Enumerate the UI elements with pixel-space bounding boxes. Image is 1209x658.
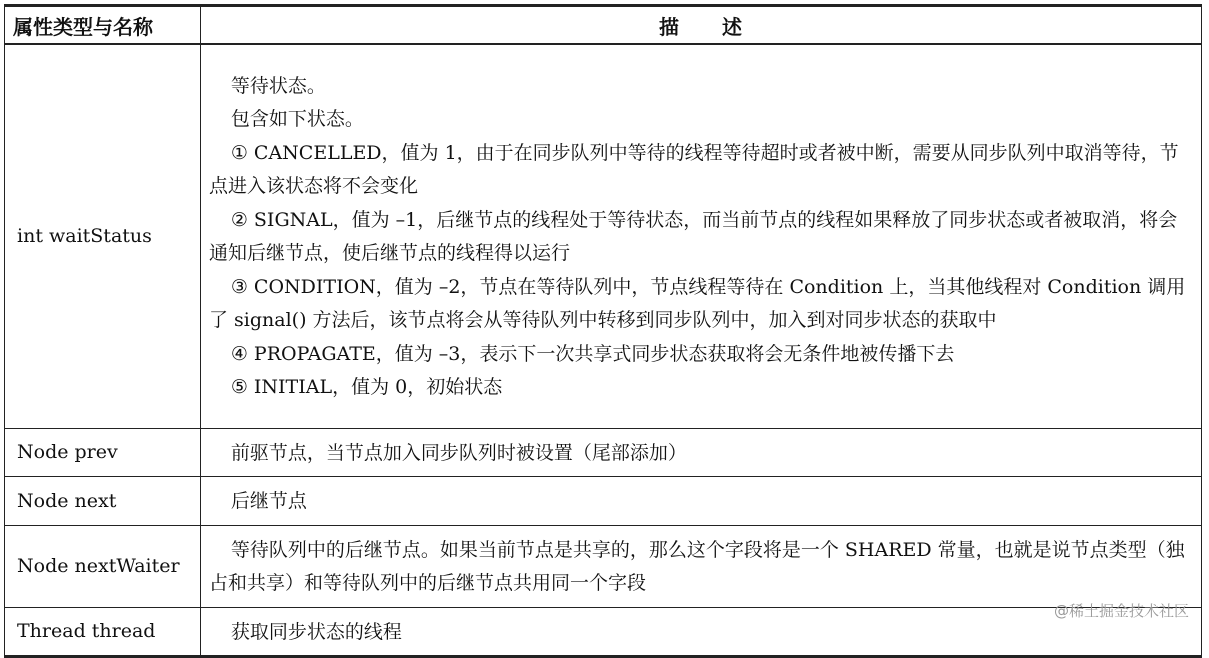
attribute-description	[201, 477, 1202, 526]
description-paragraph: ⑤ INITIAL，值为 0，初始状态	[230, 376, 503, 399]
description-paragraph: 后继节点	[230, 490, 307, 512]
attribute-description	[201, 525, 1202, 607]
description-paragraph: ④ PROPAGATE，值为 –3，表示下一次共享式同步状态获取将会无条件地被传播下去	[230, 342, 955, 365]
attribute-table	[4, 4, 1202, 658]
description-paragraph: ② SIGNAL，值为 –1，后继节点的线程处于等待状态，而当前节点的线程如果释放了同步状态或者被取消，将会通知后继节点，使后继节点的线程得以运行	[209, 208, 1178, 265]
table-row	[5, 525, 1202, 607]
description-paragraph: ① CANCELLED，值为 1，由于在同步队列中等待的线程等待超时或者被中断，需要从同步队列中取消等待，节点进入该状态将不会变化	[209, 141, 1179, 198]
table-row	[5, 44, 1202, 428]
description-paragraph: 等待状态。	[230, 74, 326, 97]
attribute-name: Node nextWaiter	[5, 525, 201, 607]
table-row	[5, 428, 1202, 477]
attribute-name: Node next	[5, 477, 201, 526]
description-paragraph: 获取同步状态的线程	[230, 620, 402, 643]
table-row	[5, 477, 1202, 526]
attribute-description	[201, 428, 1202, 477]
watermark: @稀土掘金技术社区	[1053, 602, 1189, 620]
table-row	[5, 607, 1202, 657]
attribute-name: Thread thread	[5, 607, 201, 657]
header-description-column: 描 述	[201, 6, 1202, 45]
attribute-name: int waitStatus	[5, 44, 201, 428]
description-paragraph: 前驱节点，当节点加入同步队列时被设置（尾部添加）	[230, 441, 687, 464]
description-paragraph: ③ CONDITION，值为 –2，节点在等待队列中，节点线程等待在 Condition 上，当其他线程对 Condition 调用了 signal() 方法后，该节点将会从等待队列中转移到同步队列中，加入到对同步状态的获取中	[209, 275, 1186, 332]
description-paragraph: 等待队列中的后继节点。如果当前节点是共享的，那么这个字段将是一个 SHARED 常量，也就是说节点类型（独占和共享）和等待队列中的后继节点共用同一个字段	[209, 538, 1185, 594]
header-name-column: 属性类型与名称	[5, 6, 201, 45]
attribute-description	[201, 44, 1202, 428]
attribute-name: Node prev	[5, 428, 201, 477]
description-paragraph: 包含如下状态。	[230, 108, 364, 131]
attribute-description	[201, 607, 1202, 657]
table-header-row	[5, 6, 1202, 45]
